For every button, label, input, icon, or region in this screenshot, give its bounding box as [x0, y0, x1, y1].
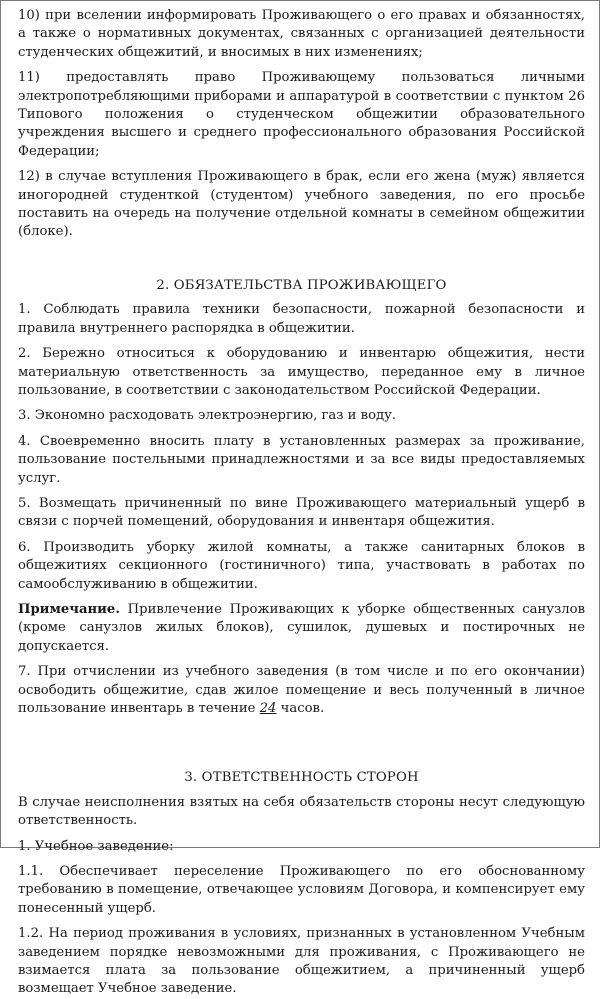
section-3-heading: 3. ОТВЕТСТВЕННОСТЬ СТОРОН [184, 770, 419, 786]
section-2-heading: 2. ОБЯЗАТЕЛЬСТВА ПРОЖИВАЮЩЕГО [156, 277, 447, 293]
s2-item-1: 1. Соблюдать правила техники безопасности, пожарной безопасности и правила внутреннего распорядка в общежитии. [18, 302, 585, 336]
note-label: Примечание. [18, 601, 120, 617]
s2-note [18, 601, 585, 656]
clause-11: 11) предоставлять право Проживающему пользоваться личными электропотребляющими приборами и аппаратурой в соответствии с пунктом 26 Типового положения о студенческом общежитии образовательного учреждения высшего и среднего профессионального образования Российской Федерации; [18, 70, 585, 159]
s3-item-1-1: 1.1. Обеспечивает переселение Проживающего по его обоснованному требованию в помещение, отвечающее условиям Договора, и компенсирует ему понесенный ущерб. [18, 864, 585, 916]
item-7-hours-value: 24 [259, 701, 277, 716]
clause-12: 12) в случае вступления Проживающего в брак, если его жена (муж) является иногородней студенткой (студентом) учебного заведения, по его просьбе поставить на очередь на получение отдельной комнаты в семейном общежитии (блоке). [18, 169, 585, 240]
section-3 [18, 769, 585, 998]
s2-item-7 [18, 663, 585, 718]
spacer [18, 725, 585, 769]
landlord-obligations-continued [18, 7, 585, 242]
s2-item-6: 6. Производить уборку жилой комнаты, а также санитарных блоков в общежитиях секционного (гостиничного) типа, участвовать в работах по самообслуживанию в общежитии. [18, 539, 585, 592]
s2-item-3: 3. Экономно расходовать электроэнергию, газ и воду. [18, 408, 397, 424]
s2-item-5: 5. Возмещать причиненный по вине Проживающего материальный ущерб в связи с порчей помещений, оборудования и инвентаря общежития. [18, 495, 585, 530]
section-2 [18, 277, 585, 719]
s3-item-1: 1. Учебное заведение: [18, 838, 174, 854]
item-7-before: 7. При отчислении из учебного заведения (в том числе и по его окончании) освободить общежитие, сдав жилое помещение и весь полученный в личное пользование инвентарь в течение [18, 664, 585, 716]
s3-intro: В случае неисполнения взятых на себя обязательств стороны несут следующую ответственность. [18, 794, 585, 829]
s3-item-1-2: 1.2. На период проживания в условиях, признанных в установленном Учебным заведением порядке невозможными для проживания, с Проживающего не взимается плата за пользование общежитием, а причиненный ущерб возмещает Учебное заведение. [18, 926, 585, 997]
item-7-after: часов. [276, 701, 325, 716]
s2-item-2: 2. Бережно относиться к оборудованию и инвентарю общежития, нести материальную ответственность за имущество, переданное ему в личное пользование, в соответствии с законодательством Российской Федерации. [18, 346, 585, 398]
clause-10: 10) при вселении информировать Проживающего о его правах и обязанностях, а также о нормативных документах, связанных с организацией деятельности студенческих общежитий, и вносимых в них изменениях; [18, 8, 585, 60]
spacer [18, 249, 585, 277]
note-text: Привлечение Проживающих к уборке общественных санузлов (кроме санузлов жилых блоков), сушилок, душевых и постирочных не допускается. [18, 601, 585, 654]
s2-item-4: 4. Своевременно вносить плату в установленных размерах за проживание, пользование постельными принадлежностями и за все виды предоставляемых услуг. [18, 433, 585, 486]
